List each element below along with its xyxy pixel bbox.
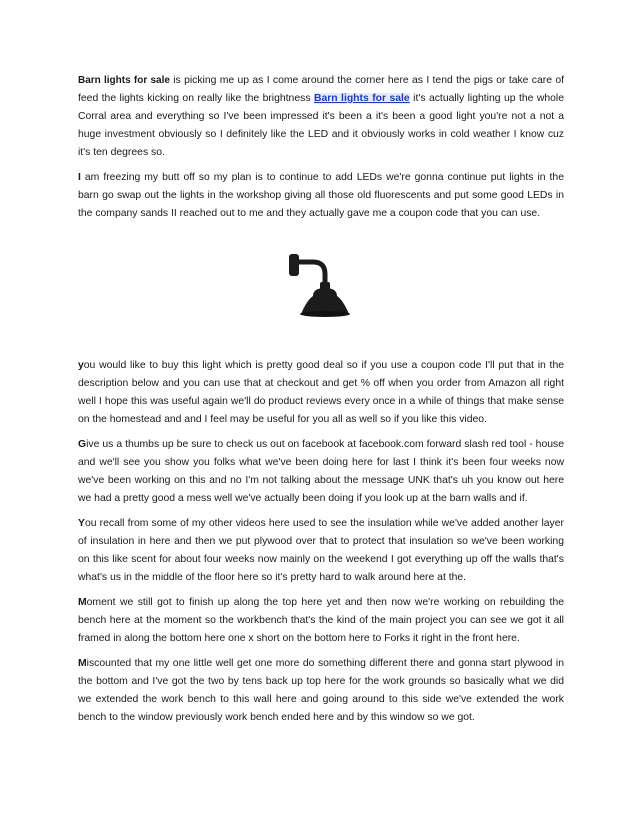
paragraph-bottom-2 (78, 436, 564, 508)
paragraph-lead-letter: G (78, 439, 87, 450)
intro-paragraph (78, 72, 564, 162)
document-page (78, 72, 564, 230)
paragraph-top-1 (78, 169, 564, 223)
paragraph-lead-letter: M (78, 597, 87, 608)
paragraph-text: ive us a thumbs up be sure to check us out on facebook at facebook.com forward slash red tool - house and we'll see you show you folks what we've been doing here for last I think it's been four weeks now we've been working on this and no I'm not talking about the message UNK that's uh you know out here we had a pretty good a mess well we've actually been doing if you look up at the barn walls and if. (78, 439, 564, 504)
paragraph-lead-letter: y (78, 360, 84, 371)
intro-text-after-link: it's actually lighting up the whole Corral area and everything so I've been impressed it's been a it's been a good light you're not a not a huge investment obviously so I definitely like the LED and it obviously works in cold weather I know cuz it's ten degrees so. (78, 93, 564, 158)
paragraph-text: ou would like to buy this light which is pretty good deal so if you use a coupon code I'll put that in the description below and you can use that at checkout and get % off when you order from Amazon all right well I hope this was useful again we'll do product reviews every once in a while of things that make sense on the homestead and and I feel may be useful for you all as well so if you like this video. (78, 360, 564, 425)
paragraph-bottom-5 (78, 655, 564, 727)
paragraph-bottom-1 (78, 357, 564, 429)
paragraph-lead-letter: Y (78, 518, 85, 529)
paragraph-bottom-3 (78, 515, 564, 587)
paragraph-text: am freezing my butt off so my plan is to continue to add LEDs we're gonna continue put lights in the barn go swap out the lights in the workshop giving all those old fluorescents and put some good LEDs in the company sands II reached out to me and they actually gave me a coupon code that you can use. (78, 172, 564, 219)
paragraph-lead-letter: M (78, 658, 87, 669)
paragraph-text: oment we still got to finish up along the top here yet and then now we're working on rebuilding the bench here at the moment so the workbench that's the kind of the main project you can see we got it all framed in along the bottom here one x short on the bottom here to Forks it right in the front here. (78, 597, 564, 644)
paragraph-lead-letter: I (78, 172, 81, 183)
paragraph-bottom-4 (78, 594, 564, 648)
barn-lamp-image (283, 240, 363, 326)
paragraph-text: iscounted that my one little well get one more do something different there and gonna start plywood in the bottom and I've got the two by tens back up top here for the work grounds so basically what we did we extended the work bench to this wall here and going around to this side we've extended the work bench to the window previously work bench ended here and by this window so we got. (78, 658, 564, 723)
intro-keyword: Barn lights for sale (78, 75, 170, 86)
barn-lamp-icon (283, 240, 363, 326)
paragraph-text: ou recall from some of my other videos here used to see the insulation while we've added another layer of insulation in here and then we put plywood over that to protect that insulation so we've been working on this like scent for about four weeks now mainly on the weekend I got everything up off the walls that's what's us in the middle of the floor here so it's pretty hard to walk around here at the. (78, 518, 564, 583)
intro-text-before-link: is picking me up as I come around the corner here as I tend the pigs or take care of feed the lights kicking on really like the brightness (78, 75, 564, 104)
barn-lights-link[interactable]: Barn lights for sale (313, 93, 410, 104)
document-body-lower (78, 357, 564, 734)
